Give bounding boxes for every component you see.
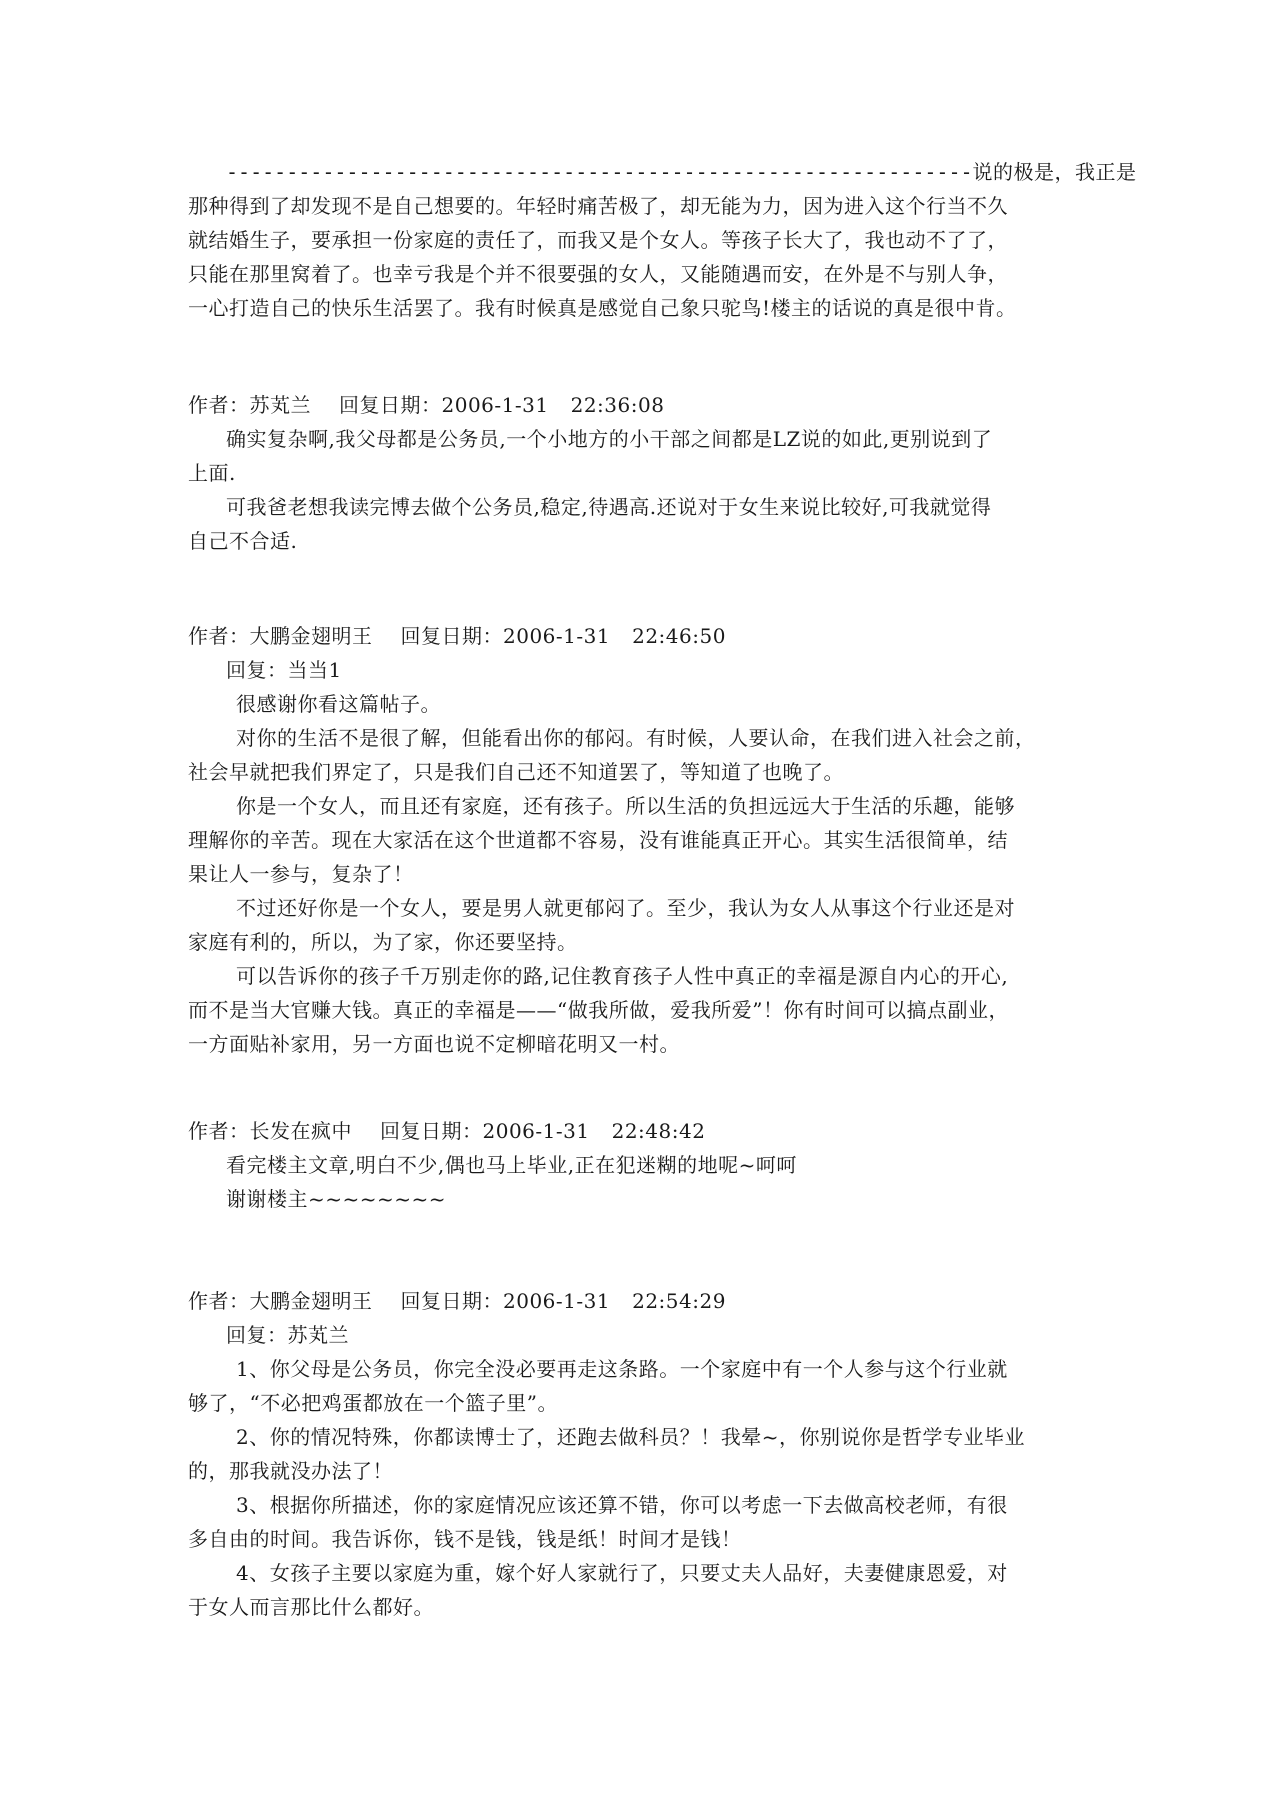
intro-line-tail: 说的极是，我正是	[972, 160, 1137, 184]
post-header	[188, 619, 1098, 653]
date-label: 回复日期：	[380, 1119, 483, 1143]
post-time: 22:54:29	[632, 1289, 726, 1313]
post-line: 很感谢你看这篇帖子。	[236, 692, 441, 716]
post-line: 对你的生活不是很了解，但能看出你的郁闷。有时候，人要认命，在我们进入社会之前，	[236, 726, 1036, 750]
post-header	[188, 1114, 1098, 1148]
post-line: 理解你的辛苦。现在大家活在这个世道都不容易，没有谁能真正开心。其实生活很简单，结	[188, 828, 1008, 852]
post-date: 2006-1-31	[503, 1289, 611, 1313]
author-name: 大鹏金翅明王	[249, 624, 373, 648]
post-line: 家庭有利的，所以，为了家，你还要坚持。	[188, 930, 578, 954]
reply-post	[188, 1114, 1098, 1216]
post-time: 22:36:08	[570, 393, 665, 417]
intro-line: 那种得到了却发现不是自己想要的。年轻时痛苦极了，却无能为力，因为进入这个行当不久	[188, 194, 1008, 218]
post-line: 3、根据你所描述，你的家庭情况应该还算不错，你可以考虑一下去做高校老师，有很	[236, 1493, 1008, 1517]
post-line: 一方面贴补家用，另一方面也说不定柳暗花明又一村。	[188, 1032, 680, 1056]
post-date: 2006-1-31	[482, 1119, 590, 1143]
date-label: 回复日期：	[400, 624, 503, 648]
post-line: 社会早就把我们界定了，只是我们自己还不知道罢了，等知道了也晚了。	[188, 760, 844, 784]
post-line: 的，那我就没办法了！	[188, 1459, 393, 1483]
intro-line: 就结婚生子，要承担一份家庭的责任了，而我又是个女人。等孩子长大了，我也动不了了，	[188, 228, 1008, 252]
post-line: 于女人而言那比什么都好。	[188, 1595, 434, 1619]
intro-line: 只能在那里窝着了。也幸亏我是个并不很要强的女人，又能随遇而安，在外是不与别人争，	[188, 262, 1008, 286]
post-line: 看完楼主文章,明白不少,偶也马上毕业,正在犯迷糊的地呢~呵呵	[226, 1153, 797, 1177]
author-label: 作者：	[188, 624, 250, 648]
post-line: 4、女孩子主要以家庭为重，嫁个好人家就行了，只要丈夫人品好，夫妻健康恩爱，对	[236, 1561, 1008, 1585]
post-line: 2、你的情况特殊，你都读博士了，还跑去做科员？！我晕~，你别说你是哲学专业毕业	[236, 1425, 1025, 1449]
post-time: 22:46:50	[632, 624, 726, 648]
post-header	[188, 1284, 1098, 1318]
reply-post	[188, 388, 1098, 558]
post-time: 22:48:42	[611, 1119, 706, 1143]
reply-post	[188, 1284, 1098, 1624]
post-header	[188, 388, 1098, 422]
post-line: 不过还好你是一个女人，要是男人就更郁闷了。至少，我认为女人从事这个行业还是对	[236, 896, 1015, 920]
post-date: 2006-1-31	[441, 393, 549, 417]
post-line: 回复：当当1	[226, 658, 342, 682]
separator-dashes: --------------------------------------------------------------	[226, 160, 973, 184]
intro-paragraph	[188, 155, 1137, 325]
post-line: 上面.	[188, 461, 236, 485]
post-line: 自己不合适.	[188, 529, 298, 553]
author-name: 苏芄兰	[249, 393, 311, 417]
post-line: 可以告诉你的孩子千万别走你的路,记住教育孩子人性中真正的幸福是源自内心的开心,	[236, 964, 1009, 988]
intro-line	[188, 155, 1137, 189]
author-label: 作者：	[188, 393, 250, 417]
post-line: 谢谢楼主~~~~~~~~	[226, 1187, 447, 1211]
author-name: 长发在疯中	[249, 1119, 352, 1143]
date-label: 回复日期：	[400, 1289, 503, 1313]
author-label: 作者：	[188, 1289, 250, 1313]
post-line: 1、你父母是公务员，你完全没必要再走这条路。一个家庭中有一个人参与这个行业就	[236, 1357, 1008, 1381]
author-name: 大鹏金翅明王	[249, 1289, 373, 1313]
post-date: 2006-1-31	[503, 624, 611, 648]
post-line: 你是一个女人，而且还有家庭，还有孩子。所以生活的负担远远大于生活的乐趣，能够	[236, 794, 1015, 818]
post-line: 确实复杂啊,我父母都是公务员,一个小地方的小干部之间都是LZ说的如此,更别说到了	[226, 427, 993, 451]
date-label: 回复日期：	[339, 393, 442, 417]
post-line: 多自由的时间。我告诉你，钱不是钱，钱是纸！时间才是钱！	[188, 1527, 742, 1551]
post-line: 回复：苏芄兰	[226, 1323, 349, 1347]
intro-line: 一心打造自己的快乐生活罢了。我有时候真是感觉自己象只驼鸟!楼主的话说的真是很中肯。	[188, 296, 1017, 320]
post-line: 够了，“不必把鸡蛋都放在一个篮子里”。	[188, 1391, 558, 1415]
author-label: 作者：	[188, 1119, 250, 1143]
reply-post	[188, 619, 1098, 1061]
post-line: 而不是当大官赚大钱。真正的幸福是——“做我所做，爱我所爱”！你有时间可以搞点副业，	[188, 998, 1009, 1022]
post-line: 果让人一参与，复杂了！	[188, 862, 414, 886]
post-line: 可我爸老想我读完博去做个公务员,稳定,待遇高.还说对于女生来说比较好,可我就觉得	[226, 495, 992, 519]
